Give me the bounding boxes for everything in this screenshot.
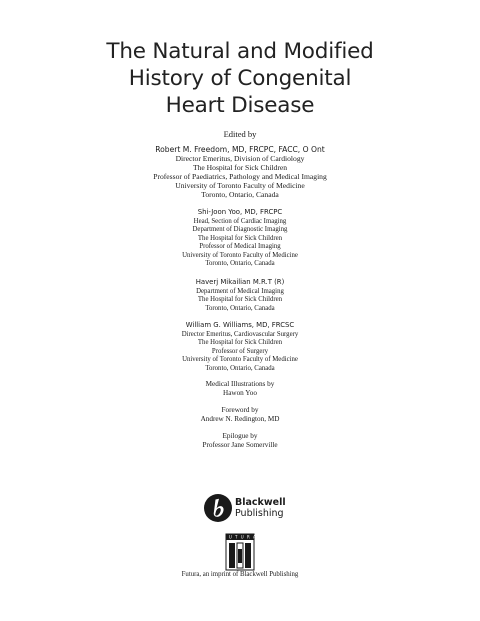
editor-affiliation-line: University of Toronto Faculty of Medicine bbox=[182, 251, 298, 259]
editor-affiliation-line: Head, Section of Cardiac Imaging bbox=[193, 217, 287, 225]
editor-block bbox=[0, 145, 480, 200]
editor-name: William G. Williams, MD, FRCSC bbox=[185, 321, 295, 329]
editor-affiliation-line: Toronto, Ontario, Canada bbox=[201, 189, 279, 199]
credit-name: Professor Jane Somerville bbox=[202, 440, 278, 449]
publisher-name-line1: Blackwell bbox=[235, 497, 286, 508]
editor-affiliation-line: Professor of Surgery bbox=[211, 347, 269, 355]
editor-name: Robert M. Freedom, MD, FRCPC, FACC, O Ont bbox=[155, 145, 325, 154]
book-title bbox=[0, 38, 480, 119]
editor-affiliation-line: Professor of Medical Imaging bbox=[199, 243, 281, 251]
editor-name: Haverj Mikailian M.R.T (R) bbox=[195, 278, 285, 286]
editor-affiliation-line: Professor of Paediatrics, Pathology and Medical Imaging bbox=[153, 171, 327, 181]
editor-affiliation-line: Toronto, Ontario, Canada bbox=[205, 304, 275, 312]
editor-affiliation-line: Toronto, Ontario, Canada bbox=[205, 260, 275, 268]
epilogue-credit bbox=[0, 432, 480, 450]
book-title-line: History of Congenital bbox=[128, 66, 352, 91]
blackwell-b-logo-icon bbox=[204, 494, 232, 522]
publisher-name-line2: Publishing bbox=[235, 508, 284, 519]
imprint-text: Futura, an imprint of Blackwell Publishing bbox=[181, 571, 299, 578]
book-title-line: The Natural and Modified bbox=[106, 39, 374, 64]
book-title-line: Heart Disease bbox=[165, 93, 315, 118]
editor-affiliation-line: Director Emeritus, Cardiovascular Surgery bbox=[181, 330, 299, 338]
illustrations-credit bbox=[0, 380, 480, 398]
editor-name: Shi-Joon Yoo, MD, FRCPC bbox=[197, 208, 283, 216]
editor-affiliation-line: Toronto, Ontario, Canada bbox=[205, 364, 275, 372]
editor-affiliation-line: The Hospital for Sick Children bbox=[197, 339, 283, 347]
credit-label: Epilogue by bbox=[222, 432, 258, 440]
editor-block bbox=[0, 208, 480, 269]
editor-affiliation-line: The Hospital for Sick Children bbox=[192, 162, 288, 172]
editor-block bbox=[0, 321, 480, 373]
editor-affiliation-line: Department of Medical Imaging bbox=[196, 287, 284, 295]
foreword-credit bbox=[0, 406, 480, 424]
credit-name: Hawon Yoo bbox=[223, 388, 257, 397]
futura-logo-icon bbox=[225, 533, 255, 571]
editor-affiliation-line: The Hospital for Sick Children bbox=[197, 234, 283, 242]
editor-affiliation-line: The Hospital for Sick Children bbox=[197, 296, 283, 304]
editor-affiliation-line: University of Toronto Faculty of Medicine bbox=[182, 356, 298, 364]
blackwell-publishing-logo bbox=[198, 493, 288, 523]
editor-affiliation-line: Department of Diagnostic Imaging bbox=[192, 226, 288, 234]
edited-by-label: Edited by bbox=[223, 129, 257, 139]
credit-label: Foreword by bbox=[221, 406, 259, 414]
credit-name: Andrew N. Redington, MD bbox=[200, 414, 280, 423]
svg-text:F U T U R A: F U T U R A bbox=[223, 534, 257, 540]
editor-block bbox=[0, 278, 480, 313]
credit-label: Medical Illustrations by bbox=[205, 380, 275, 388]
editor-affiliation-line: University of Toronto Faculty of Medicine bbox=[175, 180, 305, 190]
blackwell-wordmark bbox=[235, 497, 286, 519]
editor-affiliation-line: Director Emeritus, Division of Cardiology bbox=[175, 154, 305, 163]
